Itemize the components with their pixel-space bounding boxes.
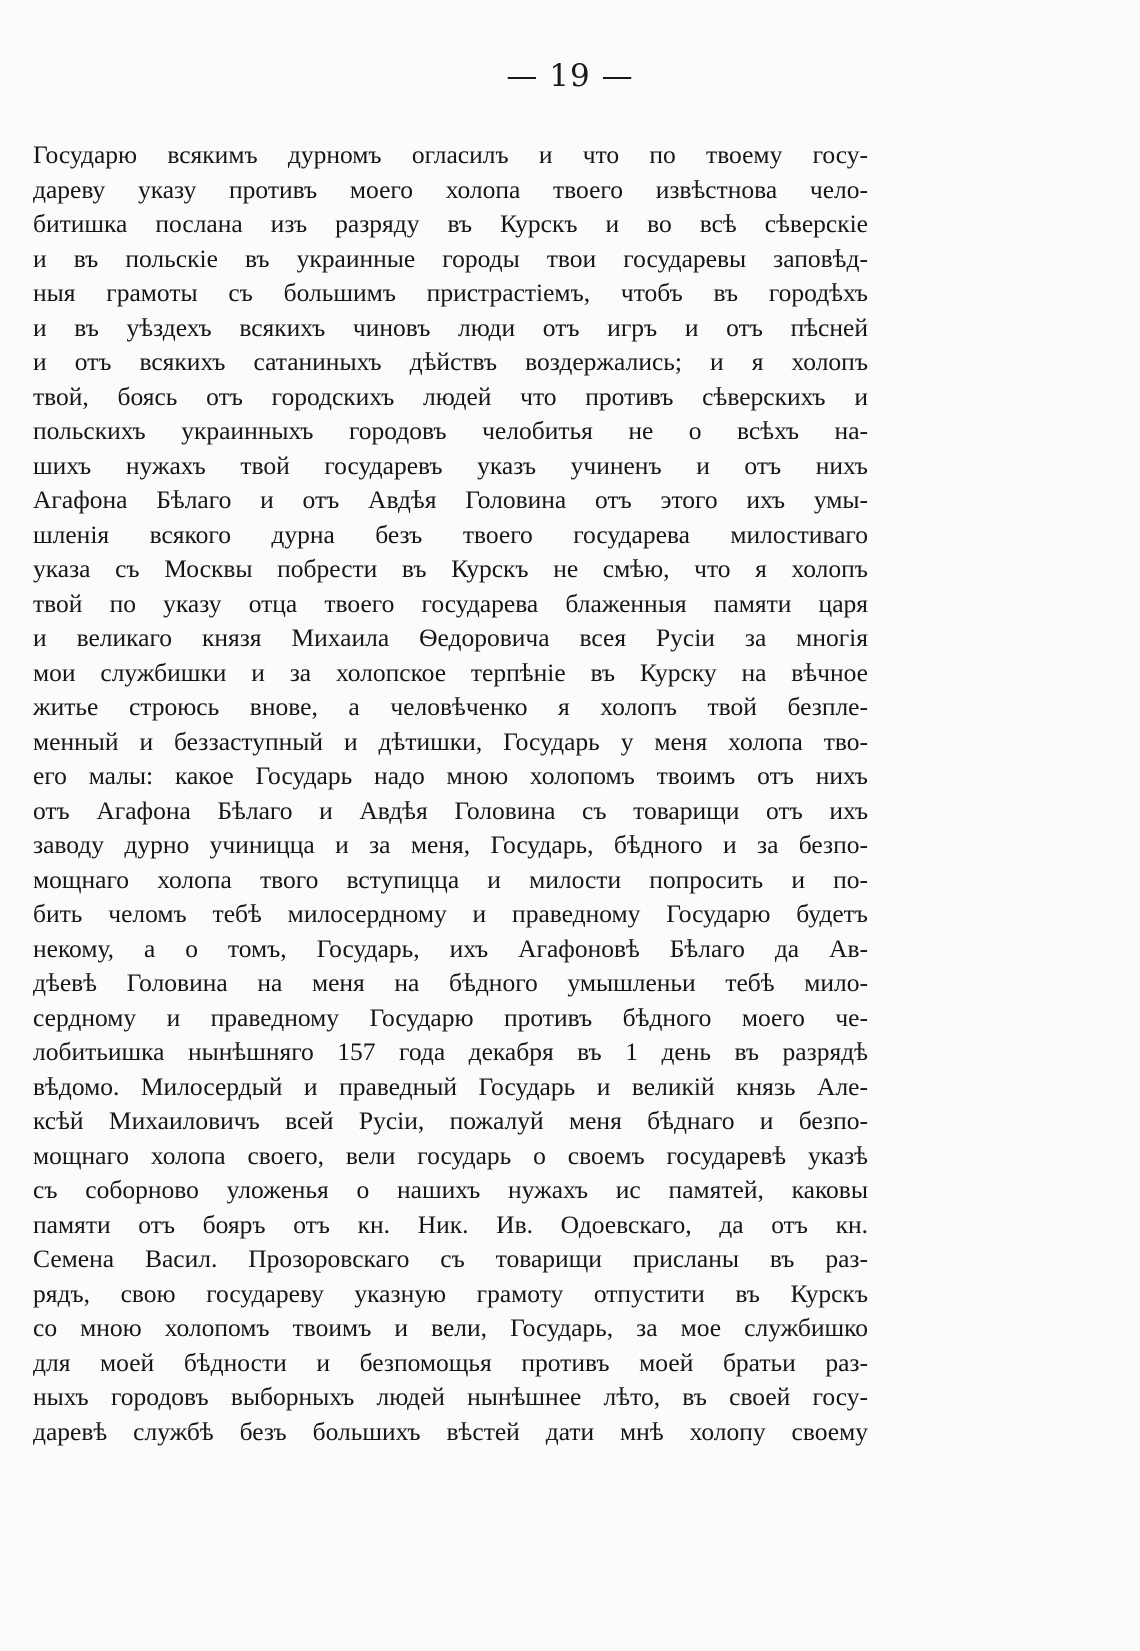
text-line: для моей бѣдности и безпомощья противъ моей братьи раз-	[33, 1347, 868, 1377]
text-line: шихъ нужахъ твой государевъ указъ учиненъ и отъ нихъ	[33, 450, 868, 480]
text-line: мои службишки и за холопское терпѣніе въ Курску на вѣчное	[33, 657, 868, 687]
text-line: сердному и праведному Государю противъ бѣдного моего че-	[33, 1002, 868, 1032]
text-line: битишка послана изъ разряду въ Курскъ и во всѣ сѣверскіе	[33, 209, 868, 238]
text-line: Государю всякимъ дурномъ огласилъ и что по твоему госу-	[33, 140, 868, 169]
body-text	[33, 138, 868, 1449]
text-line: и въ уѣздехъ всякихъ чиновъ люди отъ игръ и отъ пѣсней	[33, 312, 868, 342]
text-line: шленія всякого дурна безъ твоего государева милостиваго	[33, 519, 868, 549]
text-line: указа съ Москвы побрести въ Курскъ не смѣю, что я холопъ	[33, 554, 868, 583]
text-line: и великаго князя Михаила Ѳедоровича всея Русіи за многія	[33, 623, 868, 652]
text-line: заводу дурно учиницца и за меня, Государь, бѣдного и за безпо-	[33, 830, 868, 859]
text-line: польскихъ украинныхъ городовъ челобитья не о всѣхъ на-	[33, 416, 868, 445]
text-line: рядъ, свою государеву указную грамоту отпустити въ Курскъ	[33, 1278, 868, 1308]
text-line: ксѣй Михаиловичъ всей Русіи, пожалуй меня бѣднаго и безпо-	[33, 1106, 868, 1135]
text-line: твой по указу отца твоего государева блаженныя памяти царя	[33, 588, 868, 618]
text-line: житье строюсь внове, а человѣченко я холопъ твой безпле-	[33, 692, 868, 721]
text-line: бить челомъ тебѣ милосердному и праведному Государю будетъ	[33, 899, 868, 928]
text-line: лобитьишка нынѣшняго 157 года декабря въ 1 день въ разрядѣ	[33, 1037, 868, 1066]
text-line: и отъ всякихъ сатаниныхъ дѣйствъ воздержались; и я холопъ	[33, 347, 868, 376]
text-line: дѣевѣ Головина на меня на бѣдного умышленьи тебѣ мило-	[33, 968, 868, 997]
text-line: ныя грамоты съ большимъ пристрастіемъ, чтобъ въ городѣхъ	[33, 278, 868, 307]
text-line: съ соборново уложенья о нашихъ нужахъ ис памятей, каковы	[33, 1175, 868, 1204]
text-line: его малы: какое Государь надо мною холопомъ твоимъ отъ нихъ	[33, 761, 868, 790]
text-line: менный и беззаступный и дѣтишки, Государь у меня холопа тво-	[33, 726, 868, 756]
text-line: дареву указу противъ моего холопа твоего извѣстнова чело-	[33, 174, 868, 204]
text-line: ныхъ городовъ выборныхъ людей нынѣшнее лѣто, въ своей госу-	[33, 1382, 868, 1411]
text-line: твой, боясь отъ городскихъ людей что противъ сѣверскихъ и	[33, 381, 868, 411]
page-number: — 19 —	[506, 58, 634, 94]
text-line: некому, а о томъ, Государь, ихъ Агафоновѣ Бѣлаго да Ав-	[33, 933, 868, 963]
text-line: со мною холопомъ твоимъ и вели, Государь, за мое службишко	[33, 1313, 868, 1342]
text-line: мощнаго холопа своего, вели государь о своемъ государевѣ указѣ	[33, 1140, 868, 1170]
text-line: вѣдомо. Милосердый и праведный Государь и великій князь Але-	[33, 1071, 868, 1101]
text-line: и въ польскіе въ украинные городы твои государевы заповѣд-	[33, 243, 868, 273]
text-line: памяти отъ бояръ отъ кн. Ник. Ив. Одоевскаго, да отъ кн.	[33, 1209, 868, 1239]
text-line: Семена Васил. Прозоровскаго съ товарищи присланы въ раз-	[33, 1244, 868, 1273]
text-line: даревѣ службѣ безъ большихъ вѣстей дати мнѣ холопу своему	[33, 1416, 868, 1446]
text-line: отъ Агафона Бѣлаго и Авдѣя Головина съ товарищи отъ ихъ	[33, 795, 868, 825]
text-line: мощнаго холопа твого вступицца и милости попросить и по-	[33, 864, 868, 894]
text-line: Агафона Бѣлаго и отъ Авдѣя Головина отъ этого ихъ умы-	[33, 485, 868, 514]
